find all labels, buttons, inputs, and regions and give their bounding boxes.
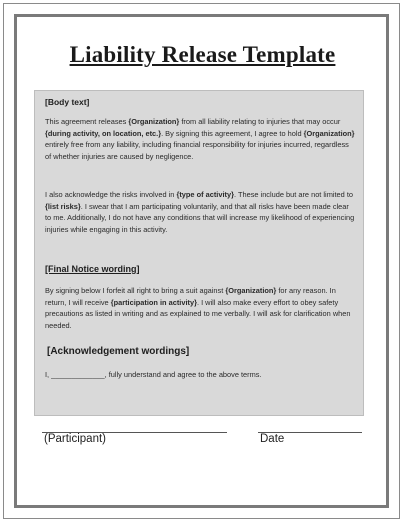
final-notice-heading: [Final Notice wording] — [45, 264, 140, 274]
organization-placeholder: {Organization} — [225, 286, 277, 295]
paragraph-text: for any reason. In return, I will receive — [45, 286, 336, 307]
paragraph-text: . By signing this agreement, I agree to hold — [161, 128, 304, 138]
paragraph-text: . I swear that I am participating voluntarily, and that all risks have been made clear to me. Additionally, I do not have any conditions that will increase my likelihood of experiencing injuries while engaging in this activity. — [45, 201, 355, 234]
paragraph-text: from all liability relating to injuries that may occur — [179, 117, 341, 126]
participation-placeholder: {participation in activity} — [110, 297, 197, 307]
paragraph-text: . I will also make every effort to obey safety precautions as listed in writing and as explained to me verbally. I will ask for clarification when needed. — [45, 297, 351, 330]
risks-paragraph — [45, 189, 357, 235]
document-title: Liability Release Template — [69, 42, 336, 67]
organization-placeholder: {Organization} — [128, 117, 180, 126]
activity-type-placeholder: {type of activity} — [176, 190, 234, 199]
paragraph-text: . These include but are not limited to — [233, 190, 353, 199]
risks-list-placeholder: {list risks} — [45, 201, 81, 211]
participant-label: (Participant) — [44, 433, 106, 445]
activity-location-placeholder: {during activity, on location, etc.} — [45, 128, 162, 138]
paragraph-text: By signing below I forfeit all right to bring a suit against — [45, 286, 226, 295]
acknowledgement-text: I, _____________, fully understand and agree to the above terms. — [45, 370, 262, 379]
paragraph-text: entirely free from any liability, including financial responsibility for injuries incurred, regardless of whether injuries are caused by negligence. — [45, 140, 349, 161]
organization-placeholder: {Organization} — [303, 128, 355, 138]
date-label: Date — [260, 433, 285, 445]
body-text-heading: [Body text] — [45, 97, 90, 107]
paragraph-text: This agreement releases — [45, 117, 129, 126]
paragraph-text: I also acknowledge the risks involved in — [45, 190, 177, 199]
final-notice-paragraph — [45, 285, 357, 331]
agreement-paragraph — [45, 116, 357, 162]
acknowledgement-heading: [Acknowledgement wordings] — [47, 346, 190, 357]
